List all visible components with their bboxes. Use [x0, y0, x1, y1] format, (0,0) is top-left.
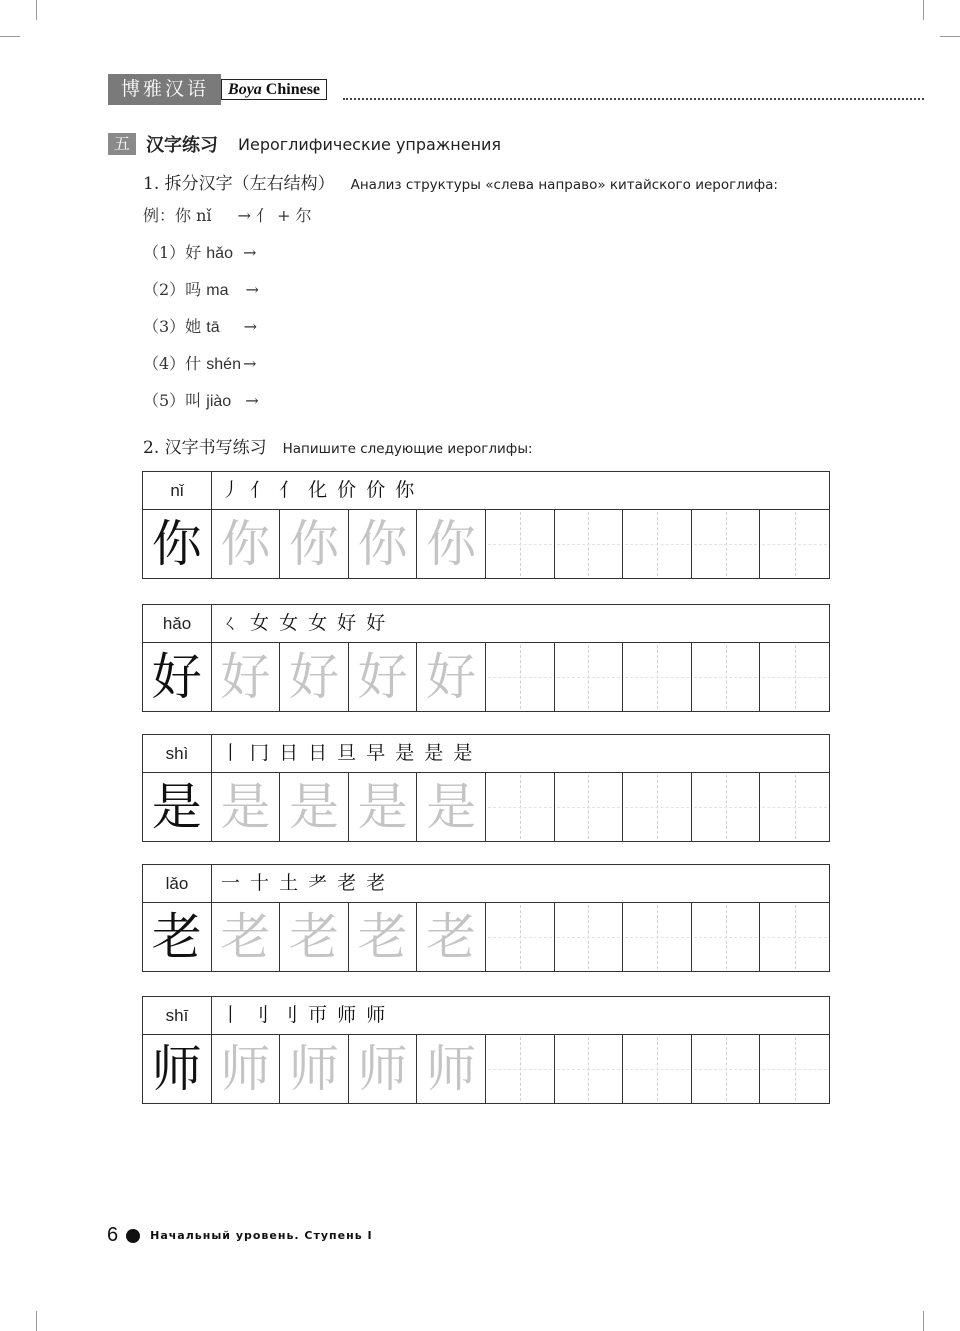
section-title: [108, 131, 501, 157]
stroke-order: ㄑ 女 女 女 好 好: [221, 612, 388, 634]
grid-pinyin: hǎo: [143, 605, 212, 642]
trace-char: 是: [417, 773, 486, 841]
trace-char: 你: [417, 510, 486, 578]
trace-char: 你: [349, 510, 418, 578]
task1-item: （4）什 shén →: [143, 354, 257, 373]
practice-cell[interactable]: [692, 903, 761, 971]
task1-item: （1）好 hǎo →: [143, 243, 257, 262]
section-number: 五: [108, 133, 136, 155]
trace-char: 你: [280, 510, 349, 578]
task1-example: 例：你 nǐ → 亻 + 尔: [143, 206, 312, 225]
trace-char: 好: [280, 643, 349, 711]
trace-char: 好: [349, 643, 418, 711]
stroke-order: 丨 冂 日 日 旦 早 是 是 是: [221, 742, 475, 764]
writing-grid: [142, 471, 830, 579]
trace-char: 你: [212, 510, 281, 578]
practice-cell[interactable]: [623, 903, 692, 971]
trace-char: 好: [212, 643, 281, 711]
practice-cell[interactable]: [623, 510, 692, 578]
practice-cell[interactable]: [760, 903, 829, 971]
practice-cell[interactable]: [623, 773, 692, 841]
practice-cell[interactable]: [555, 1035, 624, 1103]
practice-cell[interactable]: [555, 643, 624, 711]
series-title-en: Boya Chinese: [221, 79, 327, 100]
trace-char: 是: [280, 773, 349, 841]
practice-cell[interactable]: [486, 903, 555, 971]
model-char: 老: [143, 903, 212, 971]
task1-item: （2）吗 ma →: [143, 280, 259, 299]
grid-pinyin: lǎo: [143, 865, 212, 902]
writing-grid: [142, 604, 830, 712]
model-char: 是: [143, 773, 212, 841]
trace-char: 是: [212, 773, 281, 841]
header-divider: [343, 98, 924, 100]
trace-char: 好: [417, 643, 486, 711]
writing-grid: [142, 996, 830, 1104]
series-title-cn: 博雅汉语: [108, 74, 221, 105]
trace-char: 老: [280, 903, 349, 971]
practice-cell[interactable]: [760, 643, 829, 711]
practice-cell[interactable]: [486, 773, 555, 841]
book-header: [108, 74, 327, 105]
grid-pinyin: shī: [143, 997, 212, 1034]
trace-char: 老: [417, 903, 486, 971]
practice-cell[interactable]: [692, 643, 761, 711]
writing-grid: [142, 734, 830, 842]
practice-cell[interactable]: [692, 773, 761, 841]
grid-pinyin: nǐ: [143, 472, 212, 509]
task2-title: 2. 汉字书写练习 Напишите следующие иероглифы:: [143, 438, 533, 458]
section-title-cn: 汉字练习: [146, 135, 218, 156]
stroke-order: 一 十 土 耂 老 老: [221, 872, 388, 894]
practice-cell[interactable]: [760, 1035, 829, 1103]
practice-cell[interactable]: [486, 643, 555, 711]
trace-char: 是: [349, 773, 418, 841]
practice-cell[interactable]: [555, 510, 624, 578]
practice-cell[interactable]: [623, 1035, 692, 1103]
trace-char: 老: [212, 903, 281, 971]
task1-item: （5）叫 jiào →: [143, 391, 259, 410]
trace-char: 师: [280, 1035, 349, 1103]
writing-grid: [142, 864, 830, 972]
practice-cell[interactable]: [623, 643, 692, 711]
trace-char: 师: [349, 1035, 418, 1103]
footer-dot-icon: [126, 1229, 140, 1243]
footer-text: Начальный уровень. Ступень I: [150, 1229, 373, 1242]
practice-cell[interactable]: [760, 510, 829, 578]
grid-pinyin: shì: [143, 735, 212, 772]
trace-char: 师: [417, 1035, 486, 1103]
trace-char: 老: [349, 903, 418, 971]
page-number: 6: [107, 1224, 119, 1246]
practice-cell[interactable]: [692, 1035, 761, 1103]
task1-title: 1. 拆分汉字（左右结构） Анализ структуры «слева направо» китайского иероглифа:: [143, 174, 778, 194]
practice-cell[interactable]: [692, 510, 761, 578]
model-char: 好: [143, 643, 212, 711]
stroke-order: 丿 亻 亻 化 价 价 你: [221, 479, 417, 501]
stroke-order: 丨 刂 刂 帀 师 师: [221, 1004, 388, 1026]
practice-cell[interactable]: [486, 510, 555, 578]
practice-cell[interactable]: [555, 773, 624, 841]
practice-cell[interactable]: [760, 773, 829, 841]
model-char: 师: [143, 1035, 212, 1103]
trace-char: 师: [212, 1035, 281, 1103]
practice-cell[interactable]: [486, 1035, 555, 1103]
task1-item: （3）她 tā →: [143, 317, 258, 336]
section-title-ru: Иероглифические упражнения: [238, 134, 502, 154]
page-footer: [107, 1224, 373, 1247]
practice-cell[interactable]: [555, 903, 624, 971]
model-char: 你: [143, 510, 212, 578]
